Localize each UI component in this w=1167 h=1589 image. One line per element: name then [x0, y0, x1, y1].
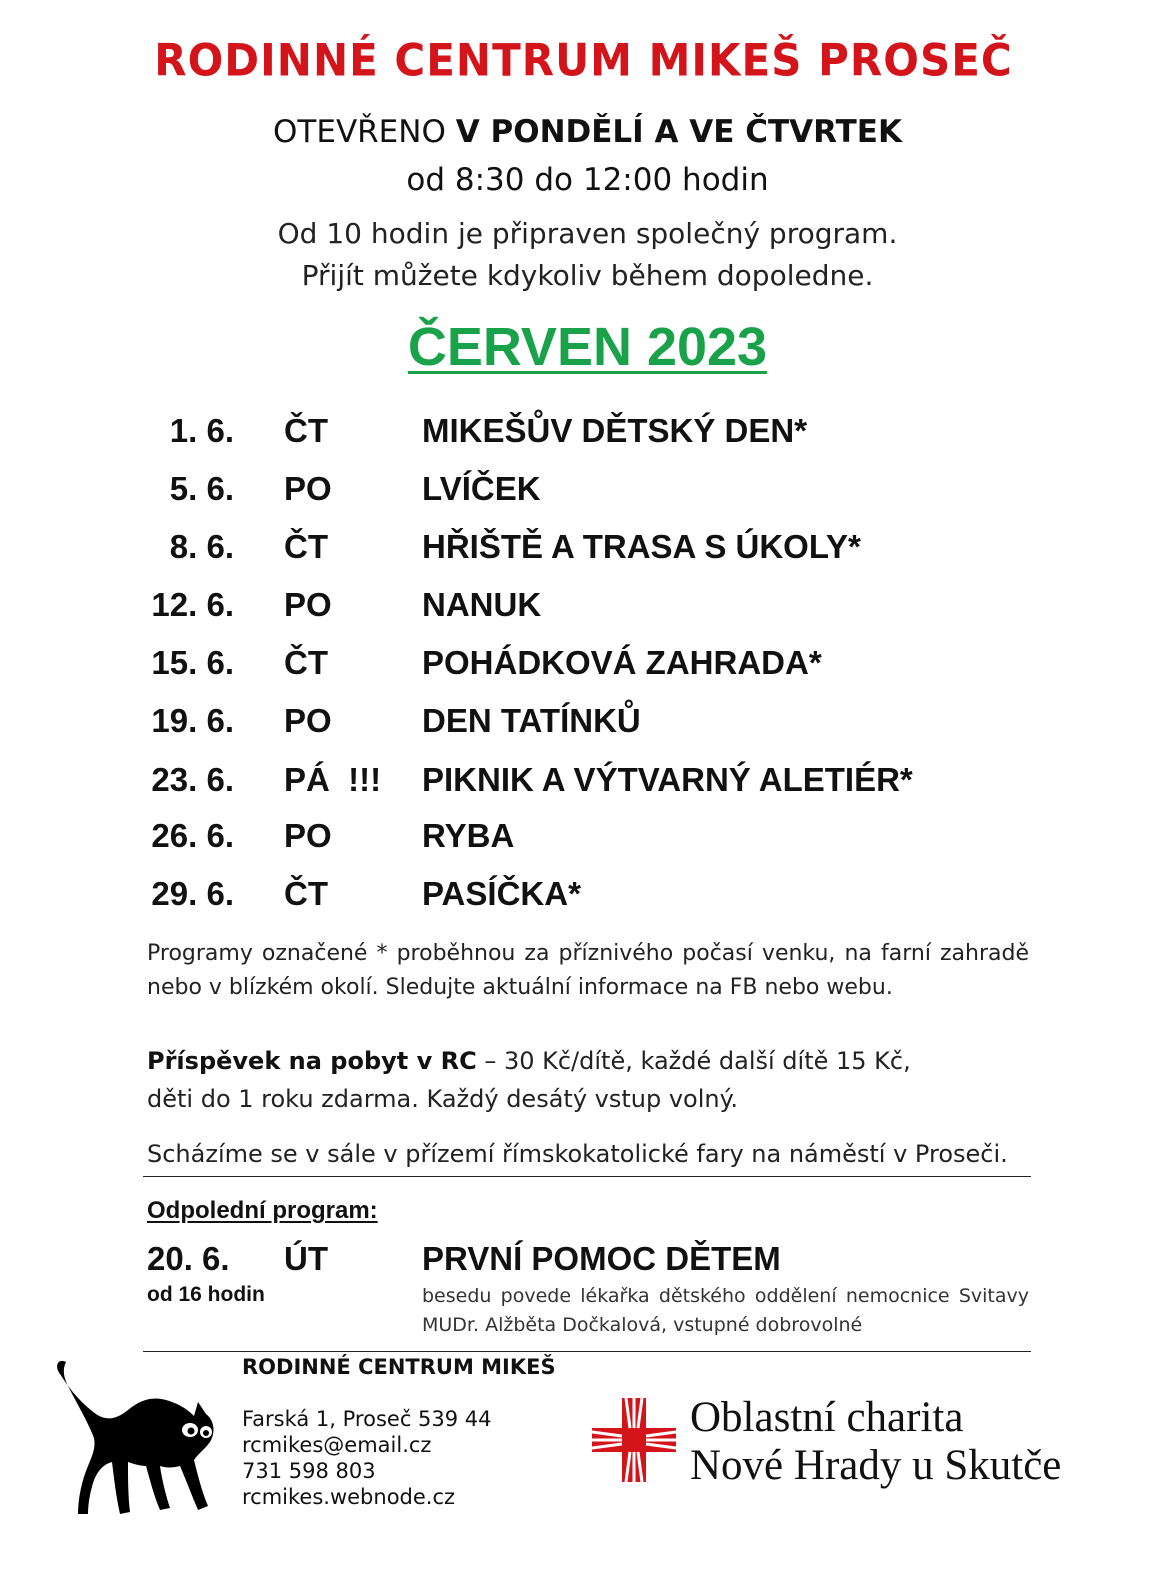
schedule-date: 23. 6.	[151, 761, 234, 798]
afternoon-desc-line-2: MUDr. Alžběta Dočkalová, vstupné dobrovolné	[422, 1314, 863, 1336]
month-heading	[0, 316, 1167, 378]
schedule-day: ČT	[284, 875, 328, 912]
divider	[143, 1176, 1031, 1177]
intro-line-2: Přijít můžete kdykoliv během dopoledne.	[301, 259, 874, 292]
black-cat-logo-icon	[48, 1350, 218, 1520]
footer-contact	[242, 1406, 492, 1510]
afternoon-day: ÚT	[284, 1240, 328, 1277]
open-hours: od 8:30 do 12:00 hodin	[406, 162, 769, 198]
afternoon-time: od 16 hodin	[147, 1283, 265, 1306]
caritas-cross-logo-icon	[592, 1398, 676, 1482]
caritas-line-2: Nové Hrady u Skutče	[690, 1442, 1062, 1489]
schedule-event: HŘIŠTĚ A TRASA S ÚKOLY*	[422, 528, 861, 565]
footer-divider	[143, 1351, 1031, 1352]
fee-line-2: děti do 1 roku zdarma. Každý desátý vstup volný.	[147, 1085, 739, 1113]
fee-info	[147, 1042, 1029, 1118]
opening-info	[0, 108, 1167, 204]
schedule-date: 1. 6.	[169, 412, 234, 449]
footer-email: rcmikes@email.cz	[242, 1433, 432, 1457]
schedule-day: PÁ !!!	[284, 761, 382, 798]
schedule-event: POHÁDKOVÁ ZAHRADA*	[422, 644, 822, 681]
caritas-line-1: Oblastní charita	[690, 1394, 964, 1441]
schedule-event: PASÍČKA*	[422, 875, 581, 912]
schedule-date: 15. 6.	[151, 644, 234, 681]
schedule-date: 5. 6.	[169, 470, 234, 507]
intro-text	[0, 213, 1167, 297]
schedule-date: 29. 6.	[151, 875, 234, 912]
fee-text: – 30 Kč/dítě, každé další dítě 15 Kč,	[476, 1047, 911, 1075]
schedule-day: PO	[284, 586, 332, 623]
caritas-name	[690, 1394, 1061, 1490]
footer-org-name: RODINNÉ CENTRUM MIKEŠ	[242, 1355, 556, 1379]
schedule-event: LVÍČEK	[422, 470, 541, 507]
month-label: ČERVEN 2023	[407, 317, 768, 377]
schedule-day: PO	[284, 702, 332, 739]
fee-label: Příspěvek na pobyt v RC	[147, 1047, 477, 1075]
footer-web: rcmikes.webnode.cz	[242, 1485, 456, 1509]
schedule-day: ČT	[284, 528, 328, 565]
afternoon-description	[422, 1282, 1029, 1340]
schedule-event: DEN TATÍNKŮ	[422, 702, 641, 739]
afternoon-heading: Odpolední program:	[147, 1197, 378, 1224]
schedule-event: NANUK	[422, 586, 542, 623]
open-days: V PONDĚLÍ A VE ČTVRTEK	[455, 114, 902, 150]
schedule-event: RYBA	[422, 817, 515, 854]
meeting-place: Scházíme se v sále v přízemí římskokatolické fary na náměstí v Proseči.	[147, 1140, 1008, 1168]
schedule-date: 8. 6.	[169, 528, 234, 565]
schedule-day: ČT	[284, 412, 328, 449]
schedule-day: PO	[284, 817, 332, 854]
schedule-date: 12. 6.	[151, 586, 234, 623]
afternoon-event: PRVNÍ POMOC DĚTEM	[422, 1240, 781, 1277]
page-title: RODINNÉ CENTRUM MIKEŠ PROSEČ	[154, 34, 1013, 87]
weather-note: Programy označené * proběhnou za příznivého počasí venku, na farní zahradě nebo v blízkém okolí. Sledujte aktuální informace na FB nebo webu.	[147, 941, 1029, 1000]
schedule-event: PIKNIK A VÝTVARNÝ ALETIÉR*	[422, 761, 913, 798]
schedule-event: MIKEŠŮV DĚTSKÝ DEN*	[422, 412, 808, 449]
intro-line-1: Od 10 hodin je připraven společný program.	[277, 217, 898, 250]
footer-phone: 731 598 803	[242, 1459, 376, 1483]
afternoon-date: 20. 6.	[147, 1240, 230, 1277]
open-prefix: OTEVŘENO	[273, 114, 456, 150]
schedule-day: ČT	[284, 644, 328, 681]
schedule-date: 26. 6.	[151, 817, 234, 854]
schedule-date: 19. 6.	[151, 702, 234, 739]
afternoon-desc-line-1: besedu povede lékařka dětského oddělení nemocnice Svitavy	[422, 1285, 1029, 1307]
footer-address: Farská 1, Proseč 539 44	[242, 1407, 492, 1431]
schedule-day: PO	[284, 470, 332, 507]
